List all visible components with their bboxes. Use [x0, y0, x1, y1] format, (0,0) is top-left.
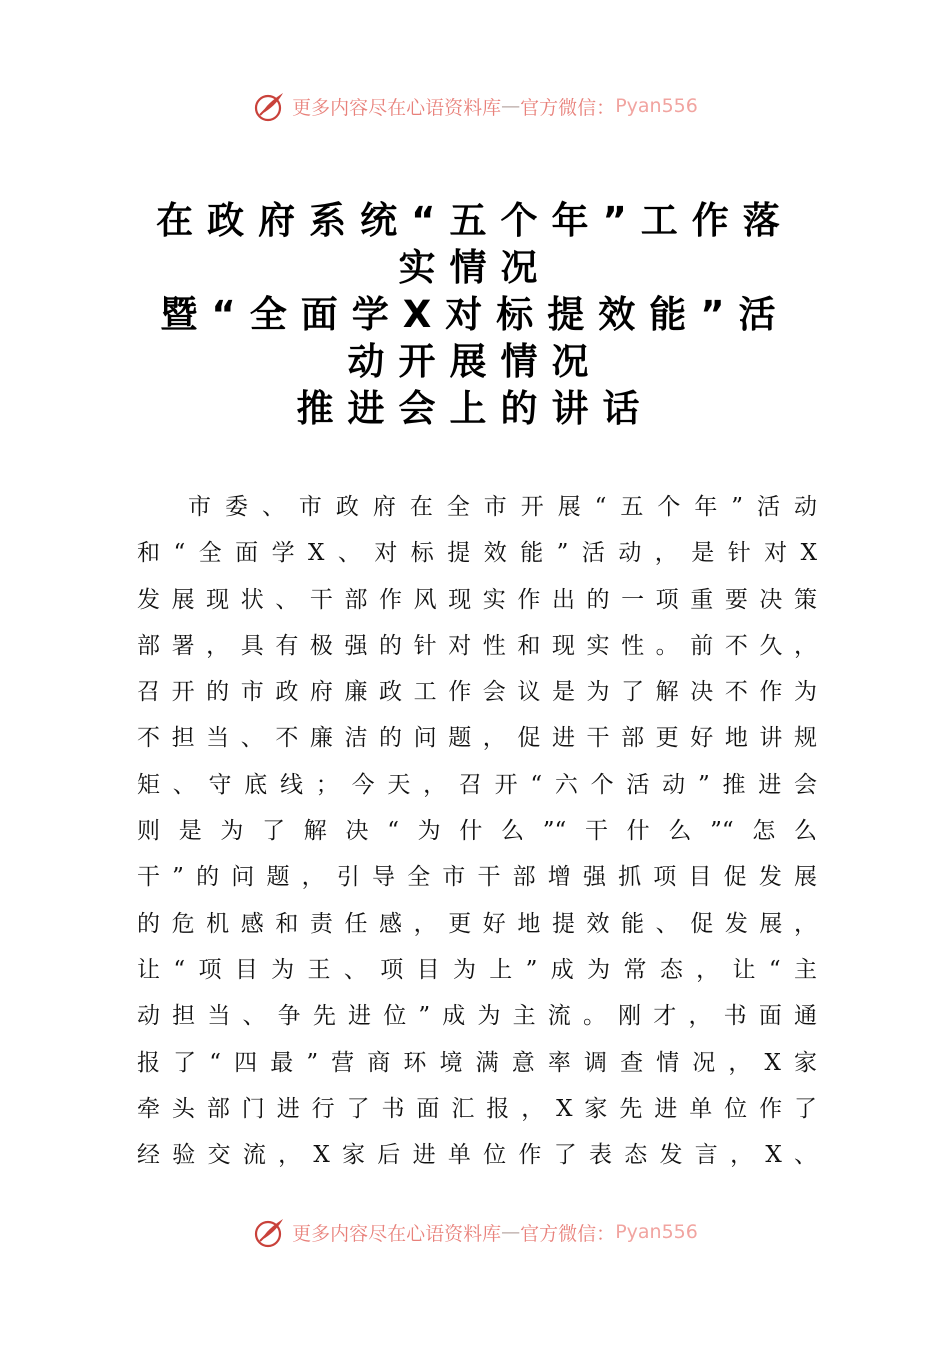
body-line: 召开的市政府廉政工作会议是为了解决不作为 — [137, 679, 817, 706]
watermark-site-text: 更多内容尽在心语资料库 — [292, 96, 502, 119]
body-line: 矩、守底线；今天，召开“六个活动”推进会 — [137, 771, 817, 798]
watermark-wechat-label: 官方微信： — [520, 1222, 616, 1245]
watermark-site-text: 更多内容尽在心语资料库 — [292, 1222, 502, 1245]
watermark-banner-bottom — [0, 1210, 950, 1254]
body-line: 干”的问题，引导全市干部增强抓项目促发展 — [137, 864, 817, 891]
body-line: 则是为了解决“为什么”“干什么”“怎么 — [137, 818, 817, 845]
body-line: 部署，具有极强的针对性和现实性。前不久， — [137, 632, 817, 659]
watermark-account: Pyan556 — [615, 95, 698, 117]
title-line: 动开展情况 — [347, 340, 603, 383]
watermark-separator: — — [501, 1221, 521, 1243]
body-line: 的危机感和责任感，更好地提效能、促发展， — [137, 910, 817, 937]
title-line: 推进会上的讲话 — [296, 387, 654, 430]
title-line: 在政府系统“五个年”工作落 — [156, 199, 794, 242]
watermark-banner-top — [0, 84, 950, 128]
body-line: 动担当、争先进位”成为主流。刚才，书面通 — [137, 1003, 817, 1030]
body-line: 和“全面学X、对标提效能”活动，是针对X — [137, 540, 817, 567]
body-line: 市委、市政府在全市开展“五个年”活动 — [188, 494, 817, 520]
title-line: 实情况 — [398, 246, 552, 289]
quill-logo-icon — [252, 1214, 288, 1250]
document-title — [120, 197, 830, 432]
watermark-separator: — — [501, 95, 521, 117]
body-line: 牵头部门进行了书面汇报，X家先进单位作了 — [137, 1095, 817, 1122]
watermark-wechat-label: 官方微信： — [520, 96, 616, 119]
body-line: 报了“四最”营商环境满意率调查情况，X家 — [137, 1049, 817, 1076]
body-line: 不担当、不廉洁的问题，促进干部更好地讲规 — [137, 725, 817, 752]
watermark-account: Pyan556 — [615, 1221, 698, 1243]
body-line: 经验交流，X家后进单位作了表态发言，X、 — [137, 1142, 817, 1169]
quill-logo-icon — [252, 88, 288, 124]
body-line: 让“项目为王、项目为上”成为常态，让“主 — [137, 956, 817, 983]
body-line: 发展现状、干部作风现实作出的一项重要决策 — [137, 586, 817, 613]
title-line: 暨“全面学X对标提效能”活 — [160, 293, 790, 336]
body-paragraph — [137, 484, 817, 1178]
